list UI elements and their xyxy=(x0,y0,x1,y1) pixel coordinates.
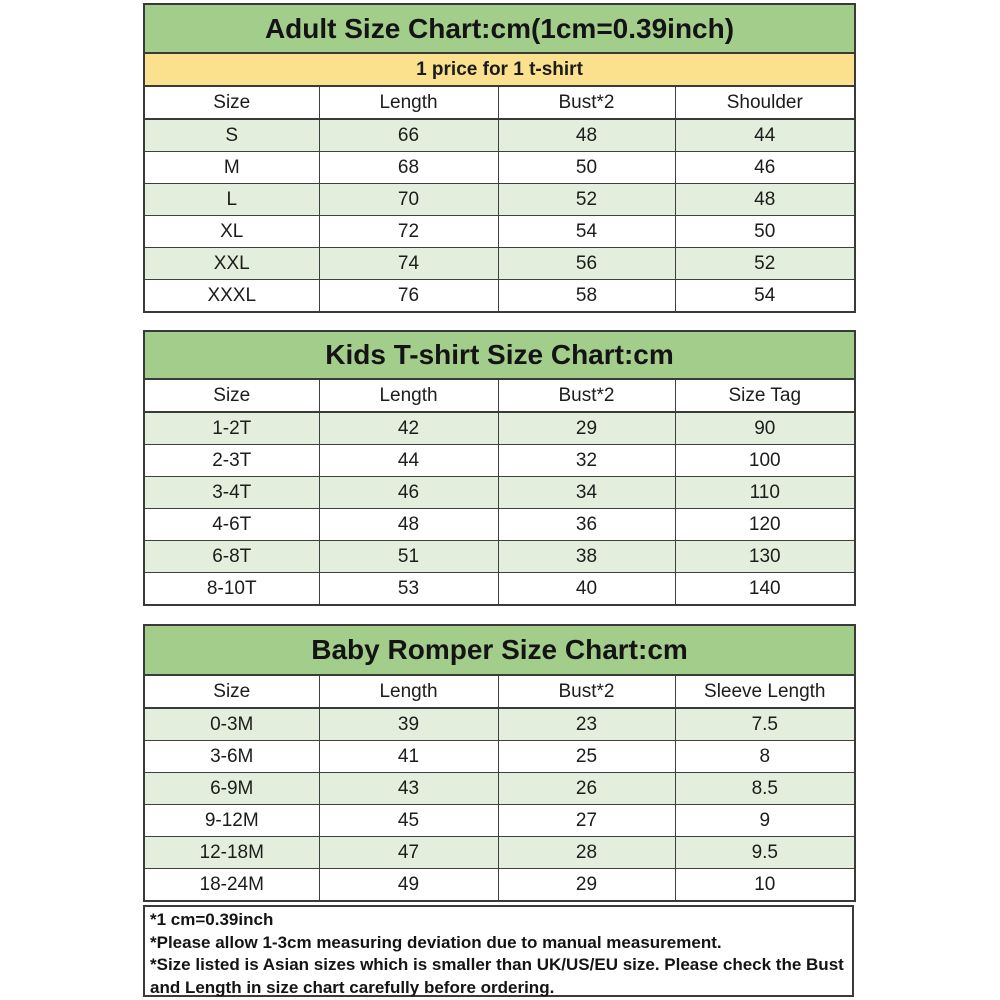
table-cell: 39 xyxy=(319,708,498,741)
table-cell: 1-2T xyxy=(144,412,319,445)
table-cell: L xyxy=(144,184,319,216)
table-cell: 32 xyxy=(498,445,675,477)
table-cell: 46 xyxy=(319,477,498,509)
column-header: Bust*2 xyxy=(498,379,675,412)
table-row xyxy=(144,216,855,248)
note-asian-sizes: *Size listed is Asian sizes which is smaller than UK/US/EU size. Please check the Bust and Length in size chart carefully before ordering. xyxy=(150,955,844,997)
table-cell: 44 xyxy=(319,445,498,477)
table-row xyxy=(144,773,855,805)
table-cell: 56 xyxy=(498,248,675,280)
column-header: Size xyxy=(144,379,319,412)
column-header: Length xyxy=(319,86,498,119)
table-cell: 6-9M xyxy=(144,773,319,805)
table-cell: 28 xyxy=(498,837,675,869)
table-cell: 100 xyxy=(675,445,855,477)
footer-notes xyxy=(143,905,854,997)
table-cell: 12-18M xyxy=(144,837,319,869)
table-row xyxy=(144,412,855,445)
table-cell: M xyxy=(144,152,319,184)
table-cell: 47 xyxy=(319,837,498,869)
table-row xyxy=(144,248,855,280)
table-row xyxy=(144,708,855,741)
adult-table-title: Adult Size Chart:cm(1cm=0.39inch) xyxy=(144,4,855,53)
table-row xyxy=(144,741,855,773)
table-row xyxy=(144,869,855,902)
table-cell: 43 xyxy=(319,773,498,805)
table-cell: 3-6M xyxy=(144,741,319,773)
table-cell: 49 xyxy=(319,869,498,902)
price-note: 1 price for 1 t-shirt xyxy=(144,53,855,86)
table-cell: 48 xyxy=(319,509,498,541)
note-measuring-deviation: *Please allow 1-3cm measuring deviation due to manual measurement. xyxy=(150,932,722,952)
table-row xyxy=(144,4,855,53)
table-row xyxy=(144,280,855,313)
adult-size-table xyxy=(143,3,856,313)
table-cell: 27 xyxy=(498,805,675,837)
column-header: Sleeve Length xyxy=(675,675,855,708)
table-cell: 70 xyxy=(319,184,498,216)
table-cell: 4-6T xyxy=(144,509,319,541)
table-cell: 110 xyxy=(675,477,855,509)
table-cell: 18-24M xyxy=(144,869,319,902)
table-cell: 40 xyxy=(498,573,675,606)
table-cell: 130 xyxy=(675,541,855,573)
column-header: Bust*2 xyxy=(498,675,675,708)
column-header: Size xyxy=(144,675,319,708)
table-cell: 90 xyxy=(675,412,855,445)
table-row xyxy=(144,573,855,606)
table-cell: 51 xyxy=(319,541,498,573)
table-cell: 54 xyxy=(675,280,855,313)
table-cell: XXXL xyxy=(144,280,319,313)
table-cell: 2-3T xyxy=(144,445,319,477)
table-cell: 7.5 xyxy=(675,708,855,741)
table-cell: 38 xyxy=(498,541,675,573)
table-cell: 52 xyxy=(498,184,675,216)
table-cell: 6-8T xyxy=(144,541,319,573)
table-cell: 3-4T xyxy=(144,477,319,509)
table-row xyxy=(144,541,855,573)
table-cell: 10 xyxy=(675,869,855,902)
table-cell: 8 xyxy=(675,741,855,773)
table-cell: 48 xyxy=(498,119,675,152)
baby-romper-size-table xyxy=(143,624,856,902)
table-cell: 26 xyxy=(498,773,675,805)
table-row xyxy=(144,152,855,184)
kids-table-title: Kids T-shirt Size Chart:cm xyxy=(144,331,855,379)
table-cell: 9-12M xyxy=(144,805,319,837)
table-cell: 8.5 xyxy=(675,773,855,805)
table-cell: 50 xyxy=(675,216,855,248)
table-cell: 41 xyxy=(319,741,498,773)
table-cell: 46 xyxy=(675,152,855,184)
kids-size-table xyxy=(143,330,856,606)
table-cell: 53 xyxy=(319,573,498,606)
table-cell: XL xyxy=(144,216,319,248)
table-header-row xyxy=(144,675,855,708)
table-row xyxy=(144,625,855,675)
table-cell: 48 xyxy=(675,184,855,216)
table-cell: 50 xyxy=(498,152,675,184)
table-row xyxy=(144,509,855,541)
table-cell: 42 xyxy=(319,412,498,445)
table-cell: 52 xyxy=(675,248,855,280)
table-row xyxy=(144,805,855,837)
table-header-row xyxy=(144,379,855,412)
column-header: Bust*2 xyxy=(498,86,675,119)
table-cell: 29 xyxy=(498,869,675,902)
table-cell: 36 xyxy=(498,509,675,541)
table-cell: 74 xyxy=(319,248,498,280)
baby-table-title: Baby Romper Size Chart:cm xyxy=(144,625,855,675)
table-cell: 120 xyxy=(675,509,855,541)
table-cell: 8-10T xyxy=(144,573,319,606)
table-cell: 76 xyxy=(319,280,498,313)
column-header: Size xyxy=(144,86,319,119)
column-header: Length xyxy=(319,379,498,412)
table-row xyxy=(144,477,855,509)
table-cell: 72 xyxy=(319,216,498,248)
table-cell: 44 xyxy=(675,119,855,152)
table-row xyxy=(144,119,855,152)
table-cell: S xyxy=(144,119,319,152)
table-cell: 34 xyxy=(498,477,675,509)
table-row xyxy=(144,53,855,86)
table-cell: 23 xyxy=(498,708,675,741)
table-cell: 29 xyxy=(498,412,675,445)
table-row xyxy=(144,445,855,477)
table-cell: XXL xyxy=(144,248,319,280)
table-cell: 9.5 xyxy=(675,837,855,869)
column-header: Shoulder xyxy=(675,86,855,119)
note-cm-conversion: *1 cm=0.39inch xyxy=(150,910,274,929)
table-cell: 66 xyxy=(319,119,498,152)
column-header: Size Tag xyxy=(675,379,855,412)
table-cell: 140 xyxy=(675,573,855,606)
table-cell: 45 xyxy=(319,805,498,837)
table-cell: 25 xyxy=(498,741,675,773)
table-cell: 9 xyxy=(675,805,855,837)
column-header: Length xyxy=(319,675,498,708)
table-row xyxy=(144,331,855,379)
table-header-row xyxy=(144,86,855,119)
table-cell: 58 xyxy=(498,280,675,313)
table-row xyxy=(144,184,855,216)
table-row xyxy=(144,837,855,869)
table-cell: 54 xyxy=(498,216,675,248)
table-cell: 68 xyxy=(319,152,498,184)
table-cell: 0-3M xyxy=(144,708,319,741)
